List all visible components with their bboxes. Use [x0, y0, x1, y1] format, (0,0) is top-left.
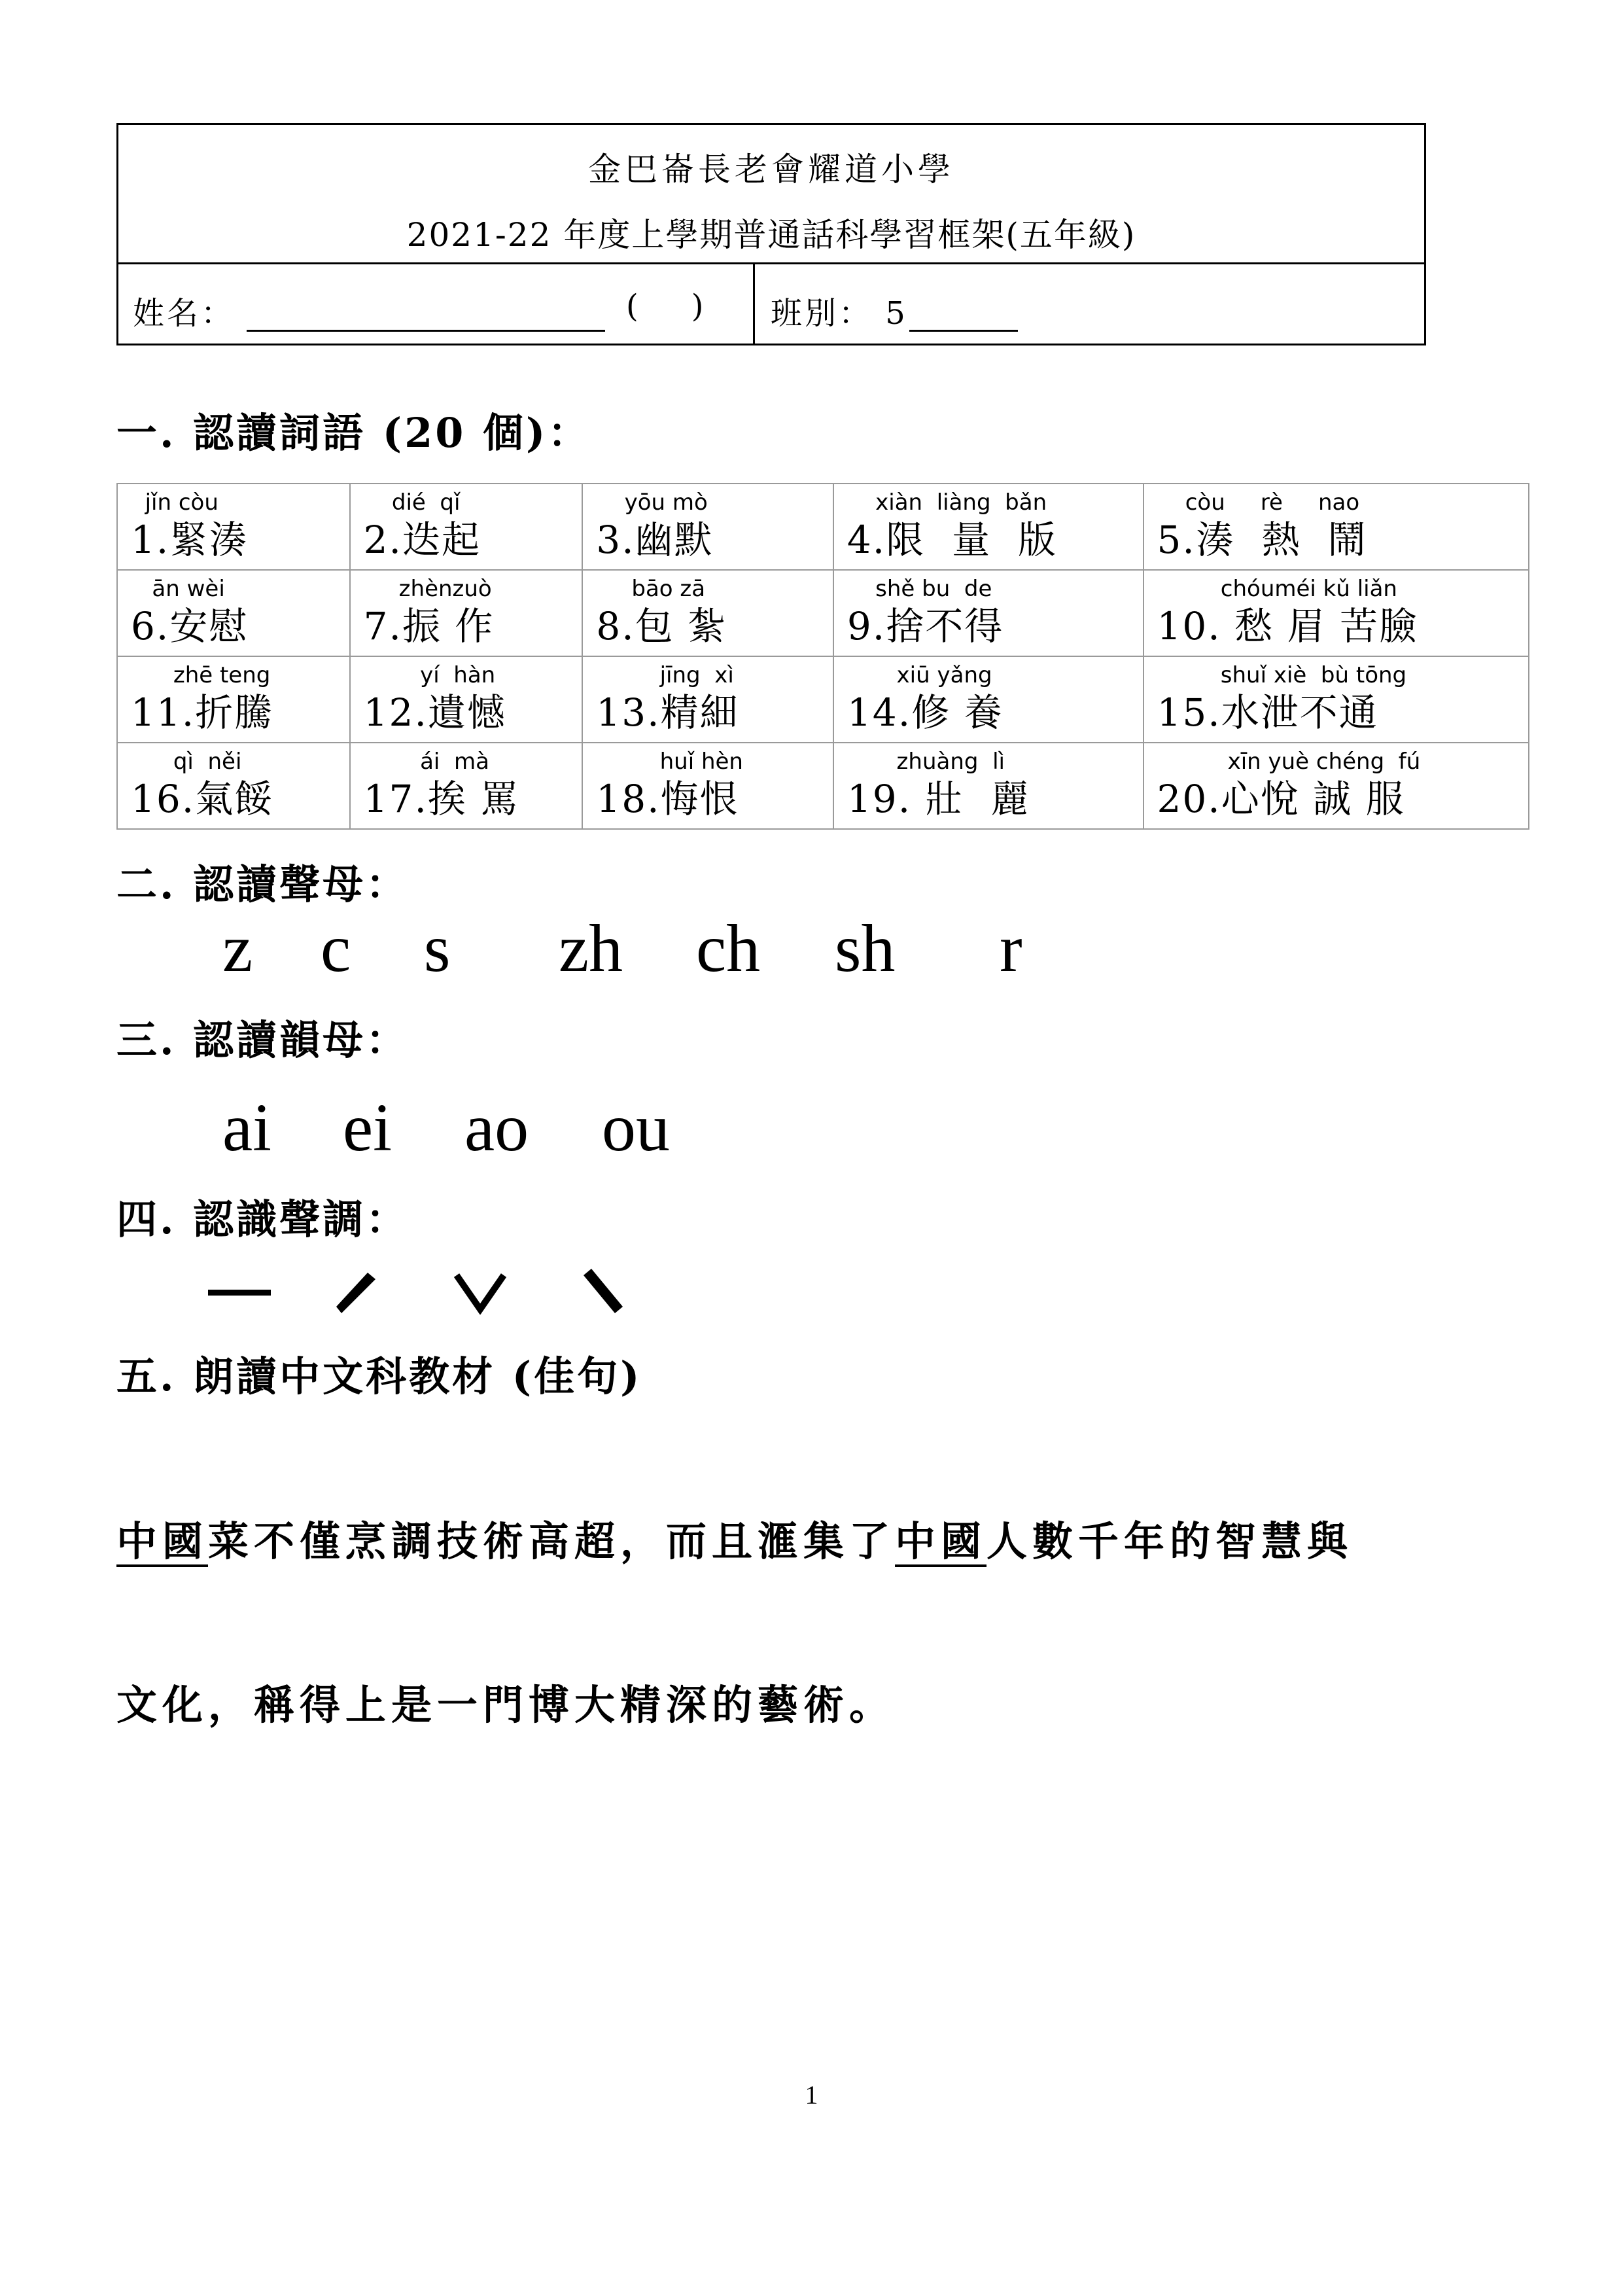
vocabulary-word: 2.迭起: [363, 518, 481, 562]
word-cell: [117, 743, 350, 829]
first-tone-icon: [208, 1286, 271, 1299]
initial-letter: sh: [835, 911, 896, 986]
pinyin-label: huǐ hèn: [596, 749, 743, 775]
name-cell: [118, 264, 755, 344]
name-label: 姓名：: [133, 295, 236, 332]
word-cell: [833, 656, 1143, 743]
vocabulary-word: 7.振 作: [363, 604, 495, 648]
word-cell: [1143, 570, 1529, 656]
vocabulary-word: 4.限 量 版: [846, 518, 1057, 562]
fourth-tone-icon: [580, 1266, 625, 1316]
vocabulary-word: 13.精細: [596, 690, 739, 735]
class-input-line[interactable]: [909, 330, 1018, 332]
vocabulary-word: 11.折騰: [131, 690, 274, 735]
tone-marks: [208, 1266, 731, 1332]
word-cell: [833, 743, 1143, 829]
pinyin-label: jǐn còu: [131, 489, 218, 516]
pinyin-label: shě bu de: [846, 576, 992, 602]
pinyin-label: dié qǐ: [363, 489, 461, 516]
vocabulary-word: 18.悔恨: [596, 777, 739, 821]
pinyin-label: xiàn liàng bǎn: [846, 489, 1047, 516]
table-row: [117, 570, 1529, 656]
word-cell: [350, 484, 583, 570]
passage-text: 人數千年的智慧與: [986, 1517, 1353, 1565]
pinyin-label: còu rè nao: [1157, 489, 1360, 516]
vocabulary-word: 5.湊 熱 鬧: [1157, 518, 1367, 562]
word-cell: [582, 743, 833, 829]
word-cell: [117, 484, 350, 570]
passage-line-1: [116, 1509, 1353, 1567]
pinyin-label: zhènzuò: [363, 576, 492, 602]
word-cell: [350, 743, 583, 829]
passage-line-2: 文化，稱得上是一門博大精深的藝術。: [116, 1681, 896, 1729]
pinyin-label: shuǐ xiè bù tōng: [1157, 662, 1407, 688]
vocabulary-word: 1.緊湊: [131, 518, 249, 562]
word-cell: [582, 484, 833, 570]
initial-letter: s: [424, 911, 451, 986]
passage-text: 菜不僅烹調技術高超，而且滙集了: [208, 1517, 896, 1565]
pinyin-label: qì něi: [131, 749, 242, 775]
pinyin-label: xiū yǎng: [846, 662, 992, 688]
pinyin-label: ān wèi: [131, 576, 225, 602]
student-info-row: [118, 262, 1424, 344]
word-cell: [833, 570, 1143, 656]
second-tone-icon: [332, 1266, 378, 1316]
vocabulary-word: 20.心悅 誠 服: [1157, 777, 1405, 821]
table-row: [117, 743, 1529, 829]
pinyin-label: bāo zā: [596, 576, 706, 602]
word-cell: [117, 570, 350, 656]
vocabulary-word: 16.氣餒: [131, 777, 274, 821]
worksheet-subtitle: 2021-22 年度上學期普通話科學習框架(五年級): [406, 216, 1136, 254]
word-cell: [582, 570, 833, 656]
word-cell: [1143, 484, 1529, 570]
word-cell: [117, 656, 350, 743]
class-cell: [755, 264, 1424, 344]
section-4-heading: 四. 認識聲調：: [116, 1195, 410, 1243]
pinyin-label: zhē teng: [131, 662, 271, 688]
word-cell: [350, 656, 583, 743]
vocabulary-word: 14.修 養: [846, 690, 1003, 735]
vocabulary-word: 12.遺憾: [363, 690, 506, 735]
final-letter: ai: [222, 1090, 272, 1165]
vocabulary-word: 10. 愁 眉 苦臉: [1157, 604, 1419, 648]
word-cell: [1143, 656, 1529, 743]
word-cell: [350, 570, 583, 656]
class-label: 班別： 5: [771, 295, 908, 332]
pinyin-label: zhuàng lì: [846, 749, 1005, 775]
pinyin-label: jīng xì: [596, 662, 734, 688]
initial-letter: zh: [559, 911, 623, 986]
initial-letter: r: [1000, 911, 1022, 986]
class-number-field[interactable]: ( ): [626, 288, 707, 325]
vocabulary-word: 8.包 紮: [596, 604, 727, 648]
word-cell: [833, 484, 1143, 570]
name-input-line[interactable]: [247, 330, 605, 332]
header-box: [116, 123, 1426, 345]
vocabulary-word: 3.幽默: [596, 518, 714, 562]
section-3-heading: 三. 認讀韻母：: [116, 1016, 410, 1064]
initial-letter: ch: [696, 911, 761, 986]
initial-letter: z: [222, 911, 253, 986]
proper-noun-underline: 中國: [895, 1517, 987, 1565]
section-1-heading: 一. 認讀詞語 (20 個)：: [116, 409, 591, 457]
final-letter: ei: [343, 1090, 393, 1165]
school-name: 金巴崙長老會耀道小學: [588, 150, 954, 188]
initial-letter: c: [321, 911, 351, 986]
vocabulary-word: 6.安慰: [131, 604, 249, 648]
vocabulary-word: 17.挨 罵: [363, 777, 520, 821]
word-table: [116, 483, 1529, 830]
third-tone-icon: [453, 1271, 508, 1315]
pinyin-label: yí hàn: [363, 662, 496, 688]
page-number: 1: [805, 2080, 818, 2110]
table-row: [117, 484, 1529, 570]
vocabulary-word: 15.水泄不通: [1157, 690, 1378, 735]
table-row: [117, 656, 1529, 743]
pinyin-label: yōu mò: [596, 489, 708, 516]
proper-noun-underline: 中國: [116, 1517, 209, 1565]
section-2-heading: 二. 認讀聲母：: [116, 860, 410, 908]
pinyin-label: ái mà: [363, 749, 489, 775]
vocabulary-word: 19. 壯 麗: [846, 777, 1030, 821]
final-letter: ao: [464, 1090, 529, 1165]
vocabulary-word: 9.捨不得: [846, 604, 1004, 648]
pinyin-label: xīn yuè chéng fú: [1157, 749, 1421, 775]
section-5-heading: 五. 朗讀中文科教材 (佳句): [116, 1352, 642, 1400]
word-cell: [1143, 743, 1529, 829]
pinyin-label: chóuméi kǔ liǎn: [1157, 576, 1397, 602]
final-letter: ou: [602, 1090, 670, 1165]
word-cell: [582, 656, 833, 743]
